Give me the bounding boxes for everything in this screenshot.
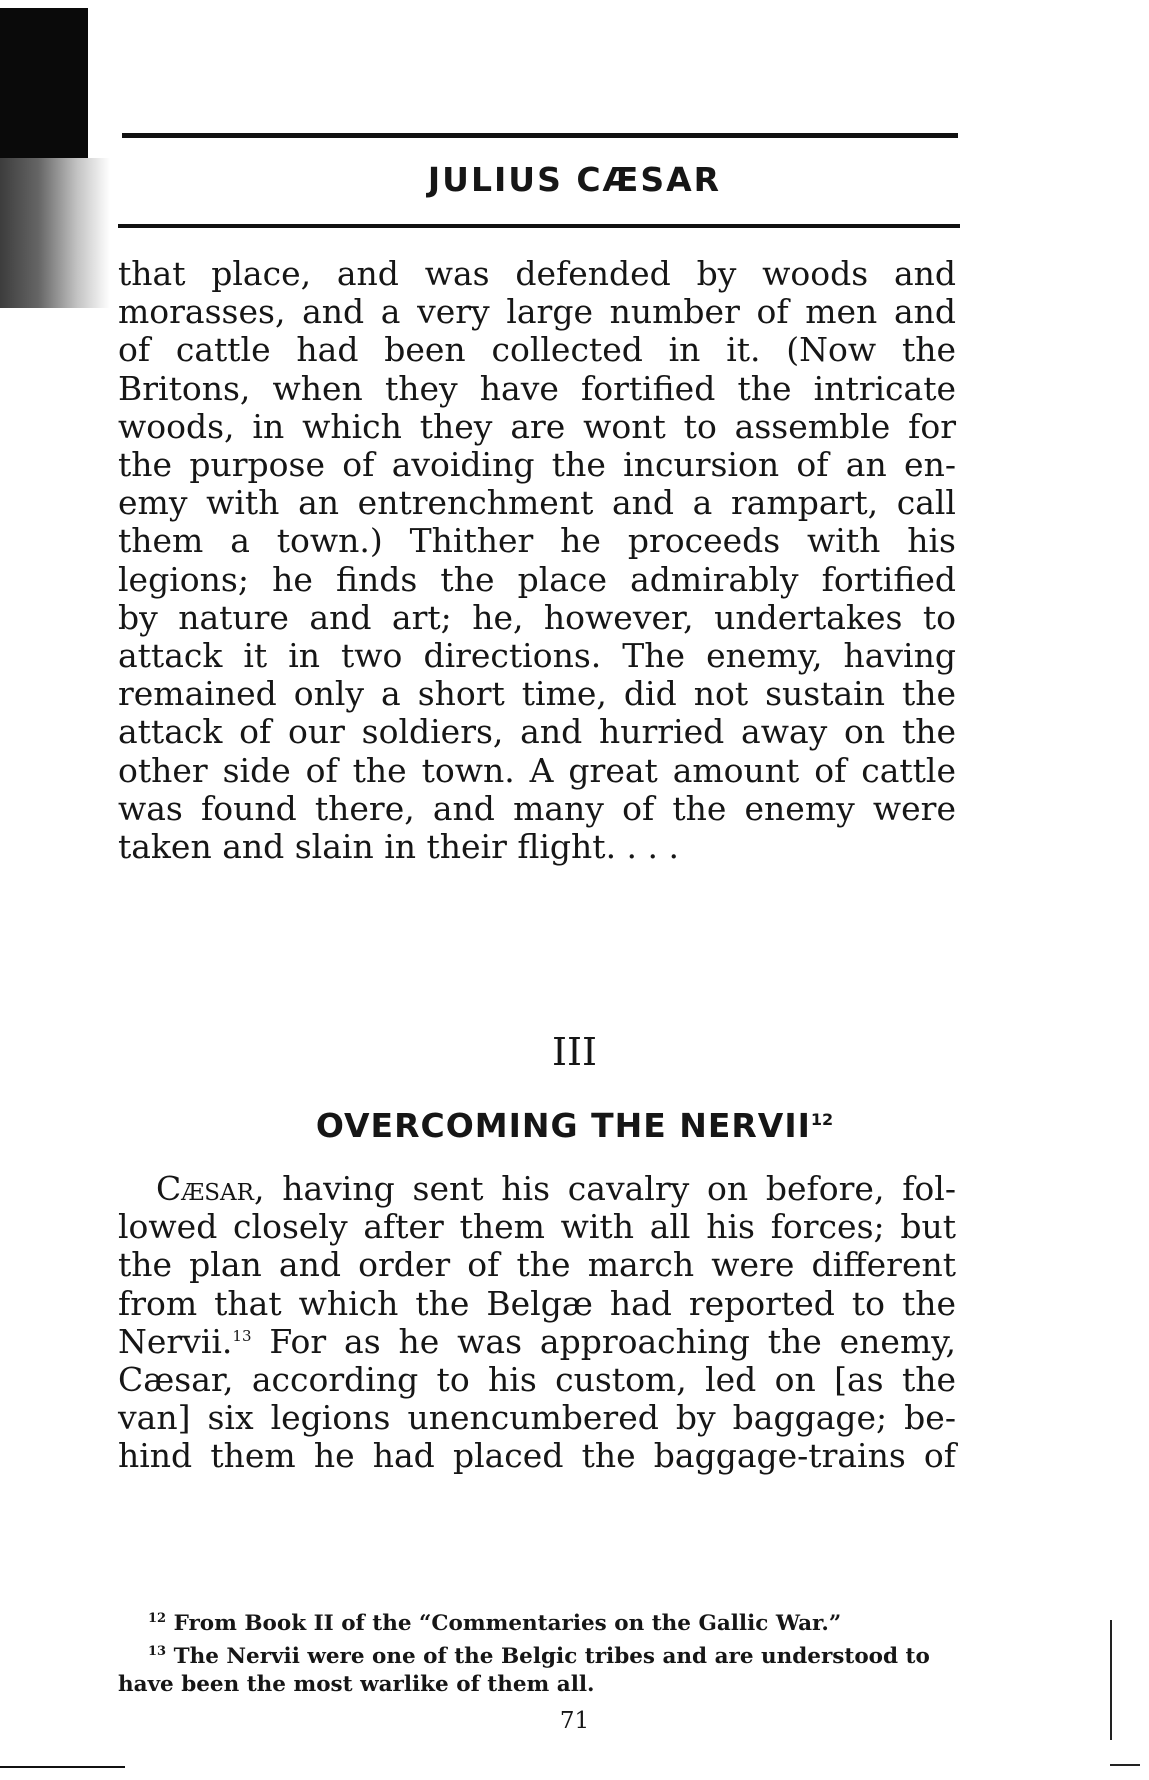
text-line: from that which the Belgæ had reported to the [118, 1283, 956, 1323]
page-number: 71 [559, 1708, 590, 1734]
text-line [118, 1323, 956, 1361]
footnote-text: From Book II of the “Commentaries on the Gallic War.” [173, 1611, 842, 1636]
caesar-smallcaps: Cæsar [156, 1169, 254, 1208]
text-line: hind them he had placed the baggage-trains of [118, 1436, 956, 1476]
text-line: by nature and art; he, however, undertakes to [118, 597, 956, 637]
text-line: attack it in two directions. The enemy, having [118, 636, 956, 676]
text-line: the plan and order of the march were different [118, 1245, 956, 1285]
text-line: the purpose of avoiding the incursion of an en- [118, 445, 956, 485]
text-line: remained only a short time, did not sustain the [118, 674, 956, 714]
footnote-ref-13: 13 [232, 1326, 252, 1345]
footnote-number: 12 [148, 1610, 167, 1626]
scan-edge-line [0, 1766, 125, 1768]
text-line-rest: , having sent his cavalry on before, fol- [253, 1169, 956, 1208]
text-line: morasses, and a very large number of men and [118, 292, 956, 332]
text-line: that place, and was defended by woods and [118, 254, 956, 293]
paragraph-continued [118, 255, 956, 866]
text-line: van] six legions unencumbered by baggage; be- [118, 1398, 956, 1438]
text-line: Britons, when they have fortified the intricate [118, 368, 956, 408]
footnote-text: The Nervii were one of the Belgic tribes and are understood to have been the most warlike of them all. [118, 1644, 930, 1697]
text-line: lowed closely after them with all his forces; but [118, 1207, 956, 1247]
text-line: other side of the town. A great amount of cattle [118, 750, 956, 790]
text-line: of cattle had been collected in it. (Now the [118, 330, 956, 370]
text-line: emy with an entrenchment and a rampart, call [118, 483, 956, 523]
footnotes [118, 1610, 956, 1704]
section-title-text: OVERCOMING THE NERVII [315, 1106, 811, 1145]
binding-shadow [0, 8, 88, 158]
section-title [0, 1106, 1149, 1145]
text-line: was found there, and many of the enemy were [118, 788, 956, 828]
paragraph-nervii [118, 1170, 956, 1476]
text-line: Cæsar, according to his custom, led on [as the [118, 1360, 956, 1400]
text-line-rest: For as he was approaching the enemy, [251, 1321, 956, 1361]
text-line [118, 1170, 956, 1208]
text-line: attack of our soldiers, and hurried away on the [118, 712, 956, 752]
footnote-12 [118, 1610, 956, 1638]
running-head: JULIUS CÆSAR [427, 160, 722, 199]
footnote-ref-12: 12 [810, 1110, 834, 1129]
footnote-13 [118, 1643, 956, 1699]
scan-edge-line [1110, 1620, 1112, 1740]
header-rule-bottom [118, 224, 960, 228]
text-line: taken and slain in their flight. . . . [118, 827, 679, 867]
footnote-number: 13 [148, 1643, 167, 1659]
text-line: legions; he finds the place admirably fortified [118, 559, 956, 599]
section-numeral: III [551, 1030, 598, 1074]
nervii-word: Nervii. [118, 1321, 233, 1361]
text-line: woods, in which they are wont to assemble for [118, 406, 956, 446]
header-rule-top [122, 133, 958, 138]
scan-edge-line [1110, 1764, 1140, 1766]
text-line: them a town.) Thither he proceeds with his [118, 521, 956, 561]
